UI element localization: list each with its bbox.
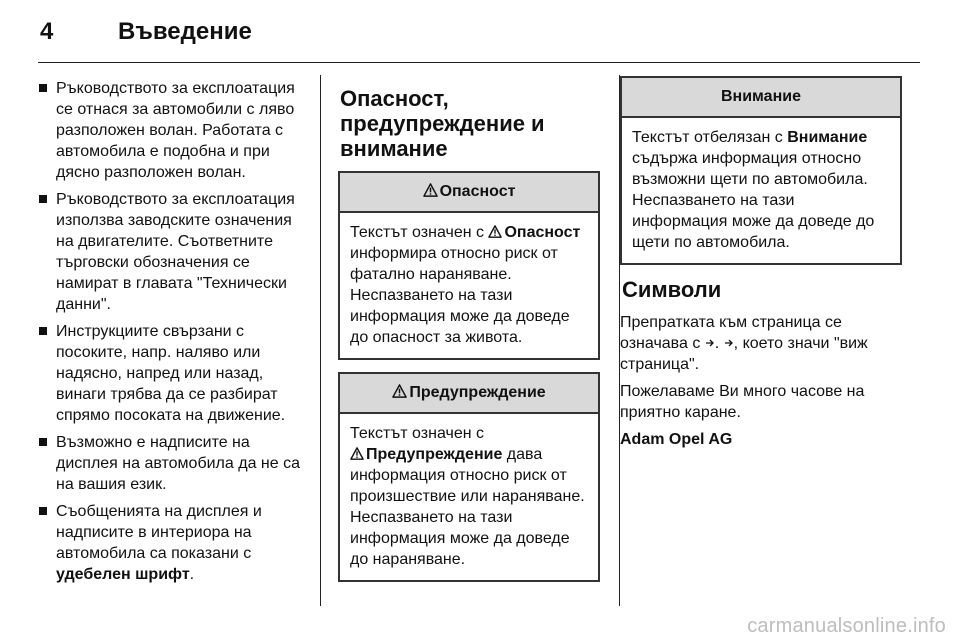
- list-item: Ръководството за експлоатация се отнася за автомобили с ляво разположен волан. Работата с автомобила е подобна и при дясно разположен волан.: [38, 78, 308, 183]
- page-header: [40, 12, 252, 52]
- warning-triangle-icon: [350, 447, 364, 460]
- column-middle: [338, 76, 600, 594]
- list-item: Инструкциите свързани с посоките, напр. наляво или надясно, напред или назад, винаги трябва да се разбират спрямо посоката на движение.: [38, 321, 308, 426]
- signature: Adam Opel AG: [620, 431, 733, 448]
- danger-box: [338, 171, 600, 360]
- bold-font-sample: удебелен шрифт: [56, 566, 190, 583]
- symbols-title: Символи: [622, 277, 722, 302]
- warning-box-body: Текстът означен с Предупреждение дава информация относно риск от произшествие или нараняване. Неспазването на тази информация може да доведе до нараняване.: [350, 425, 585, 568]
- warning-box-header: Предупреждение: [340, 374, 598, 414]
- danger-box-header: Опасност: [340, 173, 598, 213]
- list-item: Ръководството за експлоатация използва заводските означения на двигателите. Съответните търговски обозначения се намират в главата "Технически данни".: [38, 189, 308, 315]
- warning-triangle-icon: [488, 225, 502, 238]
- bullet-list: [38, 78, 308, 585]
- bullet-square-icon: [39, 438, 47, 446]
- page-number: 4: [40, 18, 54, 45]
- list-item: Възможно е надписите на дисплея на автомобила да не са на вашия език.: [38, 432, 308, 495]
- caution-box-body: Текстът отбелязан с Внимание съдържа информация относно възможни щети по автомобила. Неспазването на тази информация може да доведе до щети по автомобила.: [632, 129, 875, 251]
- page-reference-icon: [705, 338, 715, 348]
- column-right: [620, 76, 902, 456]
- column-divider-1: [320, 75, 321, 606]
- warning-triangle-icon: [423, 183, 438, 197]
- header-rule: [38, 62, 920, 63]
- page-title: Въведение: [118, 18, 252, 45]
- bullet-square-icon: [39, 507, 47, 515]
- list-item: Съобщенията на дисплея и надписите в интериора на автомобила са показани с удебелен шрифт.: [38, 501, 308, 585]
- warning-triangle-icon: [392, 384, 407, 398]
- wish-paragraph: Пожелаваме Ви много часове на приятно каране.: [620, 383, 865, 421]
- bullet-square-icon: [39, 195, 47, 203]
- page-reference-icon: [724, 338, 734, 348]
- caution-box: [620, 76, 902, 265]
- column-left: [38, 78, 308, 591]
- warning-box: [338, 372, 600, 582]
- bullet-square-icon: [39, 327, 47, 335]
- danger-box-body: Текстът означен с Опасност информира относно риск от фатално нараняване. Неспазването на тази информация може да доведе до опасност за живота.: [350, 224, 581, 346]
- section-title: Опасност, предупреждение и внимание: [340, 86, 545, 161]
- caution-box-header: Внимание: [622, 78, 900, 118]
- watermark: carmanualsonline.info: [747, 615, 946, 637]
- symbols-paragraph: Препратката към страница се означава с . , което значи "виж страница".: [620, 314, 868, 373]
- bullet-square-icon: [39, 84, 47, 92]
